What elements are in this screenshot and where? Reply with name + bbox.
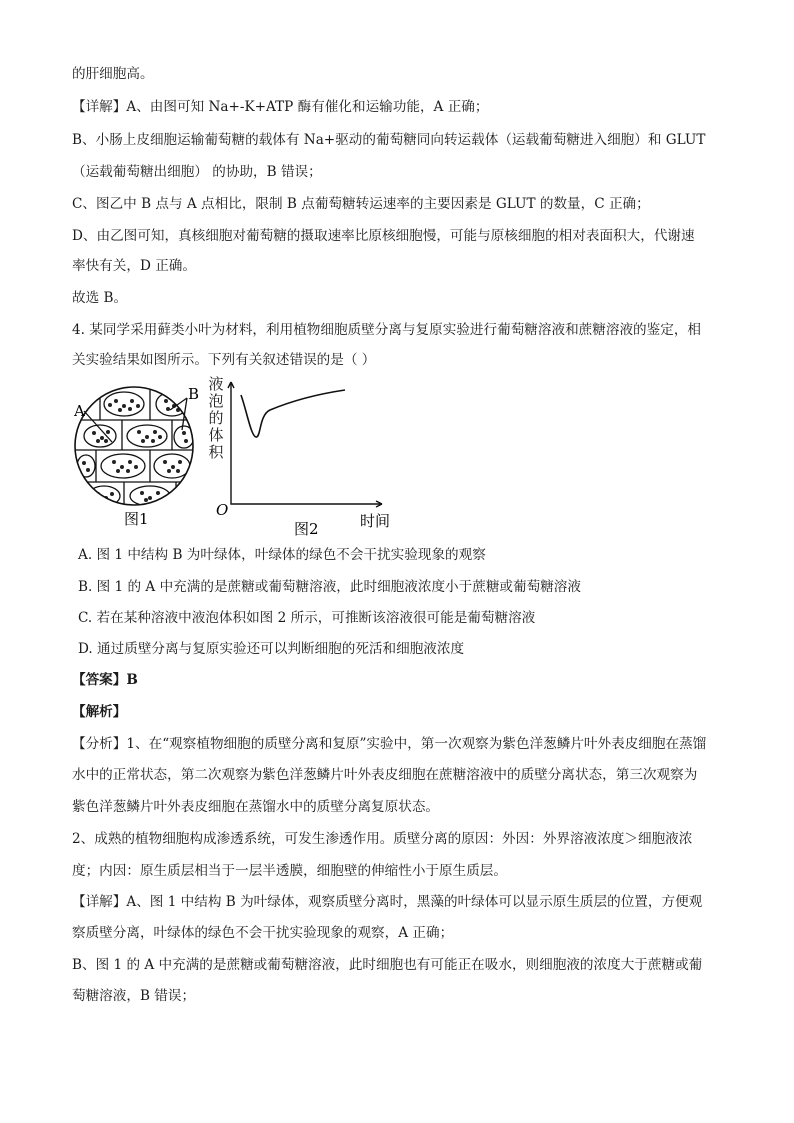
option-b: B. 图 1 的 A 中充满的是蔗糖或葡萄糖溶液，此时细胞液浓度小于蔗糖或葡萄糖溶液 bbox=[78, 579, 581, 595]
option-c: C. 若在某种溶液中液泡体积如图 2 所示，可推断该溶液很可能是葡萄糖溶液 bbox=[78, 610, 536, 626]
question-stem: 关实验结果如图所示。下列有关叙述错误的是（ ） bbox=[72, 352, 376, 368]
text-line: 2、成熟的植物细胞构成渗透系统，可发生渗透作用。质壁分离的原因：外因：外界溶液浓度＞细胞液浓 bbox=[72, 831, 693, 847]
analysis-title: 【解析】 bbox=[72, 704, 127, 720]
y-axis-char: 泡 bbox=[208, 392, 224, 410]
x-axis-label: 时间 bbox=[360, 512, 391, 530]
label-a: A bbox=[74, 402, 85, 420]
text-line: 【详解】A、由图可知 Na+-K+ATP 酶有催化和运输功能，A 正确； bbox=[72, 99, 489, 115]
text-line: （运载葡萄糖出细胞） 的协助，B 错误； bbox=[72, 164, 322, 180]
figure1-caption: 图1 bbox=[124, 510, 149, 528]
text-line: 故选 B。 bbox=[72, 290, 128, 306]
text-line: 紫色洋葱鳞片叶外表皮细胞在蒸馏水中的质壁分离复原状态。 bbox=[72, 799, 440, 815]
text-line: B、图 1 的 A 中充满的是蔗糖或葡萄糖溶液，此时细胞也有可能正在吸水，则细胞液的浓度大于蔗糖或葡 bbox=[72, 957, 703, 973]
option-d: D. 通过质壁分离与复原实验还可以判断细胞的死活和细胞液浓度 bbox=[78, 641, 465, 657]
text-line: D、由乙图可知，真核细胞对葡萄糖的摄取速率比原核细胞慢，可能与原核细胞的相对表面积大，代谢速 bbox=[72, 228, 695, 244]
text-line: 的肝细胞高。 bbox=[72, 66, 154, 82]
cell-diagram bbox=[70, 382, 200, 512]
figure2-caption: 图2 bbox=[294, 520, 319, 538]
text-line: 水中的正常状态，第二次观察为紫色洋葱鳞片叶外表皮细胞在蔗糖溶液中的质壁分离状态，第三次观察为 bbox=[72, 767, 698, 783]
y-axis-char: 积 bbox=[208, 443, 224, 461]
y-axis-char: 的 bbox=[208, 409, 224, 427]
text-line: 【分析】1、在“观察植物细胞的质壁分离和复原”实验中，第一次观察为紫色洋葱鳞片叶外表皮细胞在蒸馏 bbox=[72, 736, 707, 752]
text-line: 率快有关，D 正确。 bbox=[72, 258, 196, 274]
text-line: 萄糖溶液，B 错误； bbox=[72, 988, 196, 1004]
text-line: B、小肠上皮细胞运输葡萄糖的载体有 Na+驱动的葡萄糖同向转运载体（运载葡萄糖进入细胞）和 GLUT bbox=[72, 132, 706, 148]
origin-label: O bbox=[216, 501, 229, 519]
question-stem: 4. 某同学采用藓类小叶为材料，利用植物细胞质壁分离与复原实验进行葡萄糖溶液和蔗糖溶液的鉴定，相 bbox=[72, 322, 702, 338]
y-axis-label bbox=[207, 376, 225, 461]
option-a: A. 图 1 中结构 B 为叶绿体，叶绿体的绿色不会干扰实验现象的观察 bbox=[78, 547, 486, 563]
y-axis-char: 液 bbox=[208, 375, 224, 393]
label-b: B bbox=[188, 385, 200, 403]
y-axis-char: 体 bbox=[208, 426, 224, 444]
volume-time-graph bbox=[228, 382, 382, 507]
text-line: 度；内因：原生质层相当于一层半透膜，细胞壁的伸缩性小于原生质层。 bbox=[72, 863, 507, 879]
text-line: C、图乙中 B 点与 A 点相比，限制 B 点葡萄糖转运速率的主要因素是 GLUT 的数量，C 正确； bbox=[72, 196, 650, 212]
answer: 【答案】B bbox=[72, 672, 138, 688]
text-line: 察质壁分离，叶绿体的绿色不会干扰实验现象的观察，A 正确； bbox=[72, 925, 454, 941]
text-line: 【详解】A、图 1 中结构 B 为叶绿体，观察质壁分离时，黑藻的叶绿体可以显示原生质层的位置，方便观 bbox=[72, 894, 703, 910]
